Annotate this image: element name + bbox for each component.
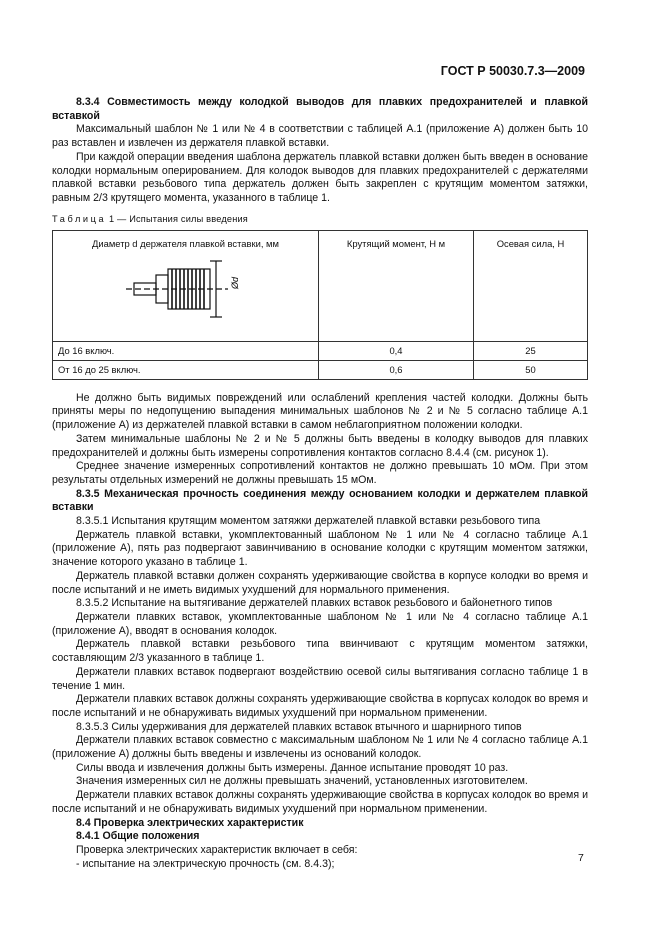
table-caption-title: 1 — Испытания силы введения [109,213,248,224]
paragraph: Держатели плавких вставок должны сохранять удерживающие свойства в корпусах колодок во время и после испытаний и не обнаруживать видимых ухудшений при нормальном применении. [52,693,588,719]
page-body [52,96,588,871]
page-number: 7 [578,852,584,864]
paragraph: Держатели плавких вставок подвергают воздействию осевой силы вытягивания согласно таблице 1 в течение 1 мин. [52,665,588,692]
paragraph: Держатель плавкой вставки резьбового типа ввинчивают с крутящим моментом затяжки, составляющим 2/3 указанного в таблице 1. [52,638,588,665]
paragraph: Максимальный шаблон № 1 или № 4 в соответствии с таблицей А.1 (приложение А) должен быть 10 раз вставлен и извлечен из держателя плавкой вставки. [52,123,588,150]
diameter-cell: От 16 до 25 включ. [53,361,319,380]
paragraph: Значения измеренных сил не должны превышать значений, установленных изготовителем. [76,775,528,788]
torque-cell: 0,4 [319,342,474,361]
paragraph: Держатели плавких вставок совместно с максимальным шаблоном № 1 или № 4 согласно таблице А.1 (приложение А) должны быть введены и извлечены из оснований колодок. [52,734,588,761]
subsection-8-3-5-3-heading: 8.3.5.3 Силы удерживания для держателей плавких вставок втычного и шарнирного типов [76,720,522,733]
diameter-label: Ød [229,277,240,290]
document-code: ГОСТ Р 50030.7.3—2009 [440,64,585,78]
list-item: - испытание на электрическую прочность (см. 8.4.3); [76,857,335,870]
header-diameter: Диаметр d держателя плавкой вставки, мм [92,238,279,250]
paragraph: Держатели плавких вставок должны сохранять удерживающие свойства в корпусах колодок во время и после испытаний и не обнаруживать видимых ухудшений при нормальном применении. [52,789,588,815]
paragraph: Не должно быть видимых повреждений или ослаблений крепления частей колодки. Должны быть приняты меры по недопущению выпадения минимальных шаблонов № 2 и № 5 согласно таблице А.1 (приложение А) из держателей плавкой вставки в самом неблагоприятном положении колодки. [52,391,588,432]
paragraph: Среднее значение измеренных сопротивлений контактов не должно превышать 10 мОм. При этом результаты отдельных измерений не должны превышать 15 мОм. [52,460,588,486]
paragraph: Затем минимальные шаблоны № 2 и № 5 должны быть введены в колодку выводов для плавких предохранителей и должны быть измерены сопротивления контактов согласно 8.4.4 (см. рисунок 1). [52,432,588,459]
paragraph: Держатель плавкой вставки должен сохранять удерживающие свойства в корпусе колодки во время и после испытаний и не иметь видимых ухудшений для нормального применения. [52,569,588,596]
paragraph: Силы ввода и извлечения должны быть измерены. Данное испытание проводят 10 раз. [76,761,509,774]
section-8-4-heading: 8.4 Проверка электрических характеристик [76,816,304,829]
force-cell: 25 [474,342,588,361]
insertion-force-table [52,230,588,379]
header-force: Осевая сила, Н [474,231,588,342]
force-cell: 50 [474,361,588,380]
diameter-cell: До 16 включ. [53,342,319,361]
table-row [53,342,588,361]
header-torque: Крутящий момент, Н м [319,231,474,342]
table-row [53,361,588,380]
section-8-3-5-heading: 8.3.5 Механическая прочность соединения между основанием колодки и держателем плавкой вставки [52,487,588,514]
subsection-8-3-5-1-heading: 8.3.5.1 Испытания крутящим моментом затяжки держателей плавкой вставки резьбового типа [76,515,541,528]
paragraph: Проверка электрических характеристик включает в себя: [76,843,358,856]
section-8-4-1-heading: 8.4.1 Общие положения [76,830,200,843]
torque-cell: 0,6 [319,361,474,380]
paragraph: Держатель плавкой вставки, укомплектованный шаблоном № 1 или № 4 согласно таблице А.1 (приложение А), пять раз подвергают завинчиванию в основание колодки с крутящим моментом затяжки, значение которого указано в таблице 1. [52,528,588,569]
header-diameter-cell [53,231,319,342]
paragraph: При каждой операции введения шаблона держатель плавкой вставки должен быть введен в основание колодки нормальным оперированием. Для колодок выводов для плавких предохранителей с держателями плавкой вставки резьбового типа держатель должен быть закреплен с крутящим моментом затяжки, равным 2/3 крутящего момента, указанного в таблице 1. [52,150,588,204]
table-caption-word: Таблица [52,213,107,224]
subsection-8-3-5-2-heading: 8.3.5.2 Испытание на вытягивание держателей плавких вставок резьбового и байонетного типов [76,597,553,610]
section-8-3-4-heading: 8.3.4 Совместимость между колодкой выводов для плавких предохранителей и плавкой вставкой [52,96,588,122]
table-caption [52,213,588,227]
table-header-row [53,231,588,342]
fuse-holder-diagram [126,257,246,321]
paragraph: Держатели плавких вставок, укомплектованные шаблоном № 1 или № 4 согласно таблице А.1 (приложение А), вводят в основания колодок. [52,610,588,637]
